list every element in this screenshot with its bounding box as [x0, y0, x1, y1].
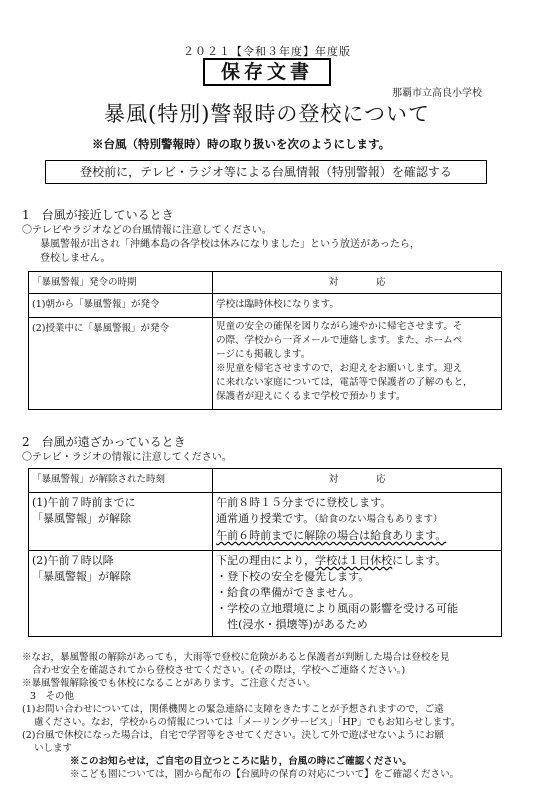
table1 [28, 271, 502, 410]
table2-row1-left [29, 493, 213, 551]
year-line: ２０２１【令和３年度】年度版 [183, 45, 351, 58]
table2-row2-right-line: 性(浸水・損壊等)があるため [227, 618, 368, 631]
table2 [28, 468, 502, 637]
table2-row2-right-line: ・学校の立地環境により風雨の影響を受ける可能 [216, 602, 459, 615]
table2-row1-right-line: 午前８時１５分までに登校します。 [216, 496, 392, 509]
table1-row2-right [213, 318, 502, 410]
other-item2-cont: いします [34, 743, 73, 754]
table2-row1-left-line: (1)午前７時前までに [32, 496, 136, 509]
school-name: 那覇市立高良小学校 [392, 88, 482, 99]
stamp-label: 保存文書 [203, 58, 331, 86]
table1-head-left: 「暴風警報」発令の時期 [29, 272, 213, 294]
section2-heading: 2 台風が遠ざかっているとき [22, 435, 186, 449]
section2-line1: 〇テレビ・ラジオの情報に注意してください。 [22, 452, 232, 463]
table1-row2-line: 児童の安全の確保を図りながら速やかに帰宅させます。そ [216, 321, 463, 332]
table2-row2-left-line: 「暴風警報」が解除 [32, 570, 131, 583]
table1-row2-left: (2)授業中に「暴風警報」が発令 [29, 318, 213, 410]
table1-row2-line: の際、学校から一斉メールで連絡します。また、ホームペ [216, 335, 463, 346]
other-item2: (2)台風で休校になった場合は，自宅で学習等をさせてください。決して外で遊ばせないようにお願 [22, 730, 444, 741]
reason-tail-text: にします。 [392, 554, 447, 567]
kindergarten-note: ※こども園については，園から配布の【台風時の保育の対応について】をご確認ください。 [70, 769, 460, 780]
table2-row2-left [29, 551, 213, 637]
table2-row2-right-line [216, 553, 498, 569]
regular-classes-text: 通常通り授業です。 [216, 512, 315, 525]
section1-line1: 〇テレビやラジオなどの台風情報に注意してください。 [22, 225, 272, 236]
section1-line2: 暴風警報が出され「沖縄本島の各学校は休みになりました」という放送があったら， [40, 239, 420, 250]
lunch-condition-text: 午前６時前までに解除の場合は給食あります。 [216, 529, 447, 542]
page-title: 暴風(特別)警報時の登校について [104, 102, 430, 126]
table2-row2-right-line: ・登下校の安全を優先します。 [216, 570, 370, 583]
closure-text: 学校は１日休校 [315, 554, 393, 567]
table2-row2-right [213, 551, 502, 637]
table2-row1-left-line: 「暴風警報」が解除 [32, 512, 131, 525]
table2-head-right: 対 応 [213, 469, 502, 493]
table2-row2-left-line: (2)午前７時以降 [32, 554, 114, 567]
table1-head-right: 対 応 [213, 272, 502, 294]
other-item1-cont: 慮ください。なお，学校からの情報については「メーリングサービス」「HP」でもお知らせします。 [34, 717, 461, 728]
footer-note1-cont: 合わせ安全を確認されてから登校させてください。(その際は，学校へご連絡ください。) [32, 665, 406, 676]
reason-text: 下記の理由により， [216, 554, 316, 567]
table1-row1-left: (1)朝から「暴風警報」が発令 [29, 294, 213, 318]
section1-line3: 登校しません。 [40, 253, 111, 264]
table2-row1-right [213, 493, 502, 551]
footer-note2: ※暴風警報解除後でも休校になることがあります。ご注意ください。 [22, 678, 316, 689]
table2-row1-right-line [216, 511, 498, 528]
table2-head-left: 「暴風警報」が解除された時刻 [29, 469, 213, 493]
lunch-note-text: （給食のない場合もあります） [314, 514, 443, 525]
table1-row2-line: 保護者が迎えにくるまで学校で預かります。 [216, 391, 406, 402]
bold-notice: ※このお知らせは，ご自宅の目立つところに貼り，台風の時にご確認ください。 [70, 756, 412, 767]
table1-row2-line: に来れない家庭については，電話等で保護者の了解のもと， [216, 377, 473, 388]
notice-text: ※台風（特別警報時）時の取り扱いを次のようにします。 [92, 137, 391, 151]
table1-row2-line: ージにも掲載します。 [216, 349, 311, 360]
section3-heading: 3 その他 [30, 691, 75, 702]
confirm-box: 登校前に，テレビ・ラジオ等による台風情報（特別警報）を確認する [45, 160, 487, 184]
footer-note1: ※なお，暴風警報の解除があっても，大雨等で登校に危険があると保護者が判断した場合は登校を見 [22, 652, 450, 663]
table1-row1-right: 学校は臨時休校になります。 [213, 294, 502, 318]
table2-row2-right-line: ・給食の準備ができません。 [216, 586, 360, 599]
section1-heading: 1 台風が接近しているとき [22, 208, 174, 222]
table1-row2-line: ※児童を帰宅させますので，お迎えをお願いします。迎え [216, 363, 463, 374]
other-item1: (1)お問い合わせについては，関係機関との緊急連絡に支障をきたすことが予想されますので，ご遠 [22, 704, 444, 715]
